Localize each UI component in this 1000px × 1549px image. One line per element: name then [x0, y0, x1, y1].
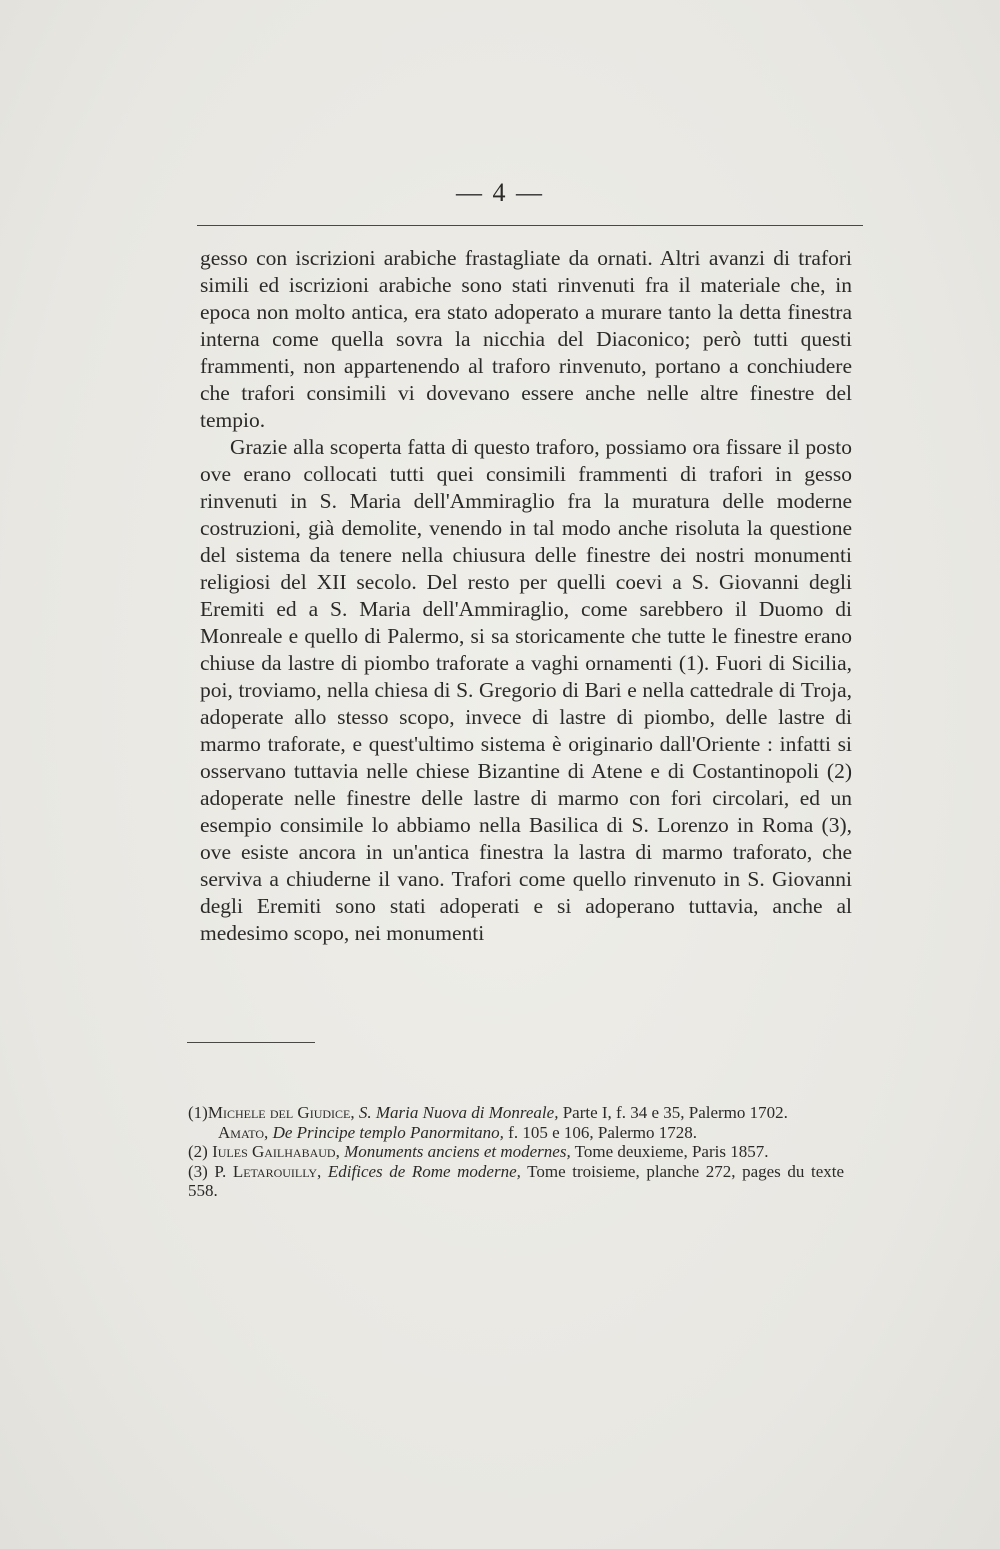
footnote-author: Amato, — [218, 1122, 269, 1142]
footnote-rule — [187, 1042, 315, 1043]
footnote-1 — [188, 1103, 844, 1123]
footnote-details: Parte I, f. 34 e 35, Palermo 1702. — [562, 1103, 788, 1122]
footnote-author: P. Letarouilly, — [214, 1161, 322, 1181]
paragraph-1: gesso con iscrizioni arabiche frastagliate da ornati. Altri avanzi di trafori simili ed iscrizioni arabiche sono stati rinvenuti fra il materiale che, in epoca non molto antica, era stato adoperato a murare tanto la detta finestra interna come quella sovra la nicchia del Diaconico; però tutti questi frammenti, non appartenendo al traforo rinvenuto, portano a conchiudere che trafori consimili vi dovevano essere anche nelle altre finestre del tempio. — [200, 246, 852, 432]
footnote-title: Monuments anciens et modernes, — [344, 1142, 571, 1161]
paragraph-2: Grazie alla scoperta fatta di questo traforo, possiamo ora fissare il posto ove erano collocati tutti quei consimili frammenti di trafori in gesso rinvenuti in S. Maria dell'Ammiraglio fra la muratura delle moderne costruzioni, già demolite, venendo in tal modo anche risoluta la questione del sistema da tenere nella chiusura delle finestre dei nostri monumenti religiosi del XII secolo. Del resto per quelli coevi a S. Giovanni degli Eremiti ed a S. Maria dell'Ammiraglio, come sarebbero il Duomo di Monreale e quello di Palermo, si sa storicamente che tutte le finestre erano chiuse da lastre di piombo traforate a vaghi ornamenti (1). Fuori di Sicilia, poi, troviamo, nella chiesa di S. Gregorio di Bari e nella cattedrale di Troja, adoperate allo stesso scopo, invece di lastre di piombo, delle lastre di marmo traforate, e quest'ultimo sistema è originario dall'Oriente : infatti si osservano tuttavia nelle chiese Bizantine di Atene e di Costantinopoli (2) adoperate nelle finestre delle lastre di marmo con fori circolari, ed un esempio consimile lo abbiamo nella Basilica di S. Lorenzo in Roma (3), ove esiste ancora in un'antica finestra la lastra di marmo traforato, che serviva a chiuderne il vano. Trafori come quello rinvenuto in S. Giovanni degli Eremiti sono stati adoperati e si adoperano tuttavia, anche al medesimo scopo, nei monumenti — [200, 435, 852, 945]
footnotes — [188, 1103, 844, 1201]
header-rule — [197, 225, 863, 226]
footnote-details: Tome troisieme, planche 272, pages du texte 558. — [188, 1161, 845, 1200]
footnote-mark: (1) — [188, 1103, 208, 1122]
main-text — [200, 245, 852, 947]
footnote-3 — [188, 1162, 844, 1201]
footnote-details: f. 105 e 106, Palermo 1728. — [508, 1122, 698, 1142]
footnote-1-continuation — [188, 1123, 844, 1143]
footnote-title: De Principe templo Panormitano, — [272, 1122, 504, 1142]
footnote-author: Iules Gailhabaud, — [212, 1142, 340, 1161]
footnote-title: Edifices de Rome moderne, — [327, 1161, 521, 1181]
page-number: — 4 — — [456, 178, 544, 207]
footnote-details: Tome deuxieme, Paris 1857. — [574, 1142, 769, 1161]
footnote-mark: (2) — [188, 1142, 208, 1161]
footnote-2 — [188, 1142, 844, 1162]
footnote-mark: (3) — [188, 1161, 208, 1181]
footnote-title: S. Maria Nuova di Monreale, — [358, 1103, 559, 1122]
footnote-author: Michele del Giudice, — [207, 1103, 355, 1122]
